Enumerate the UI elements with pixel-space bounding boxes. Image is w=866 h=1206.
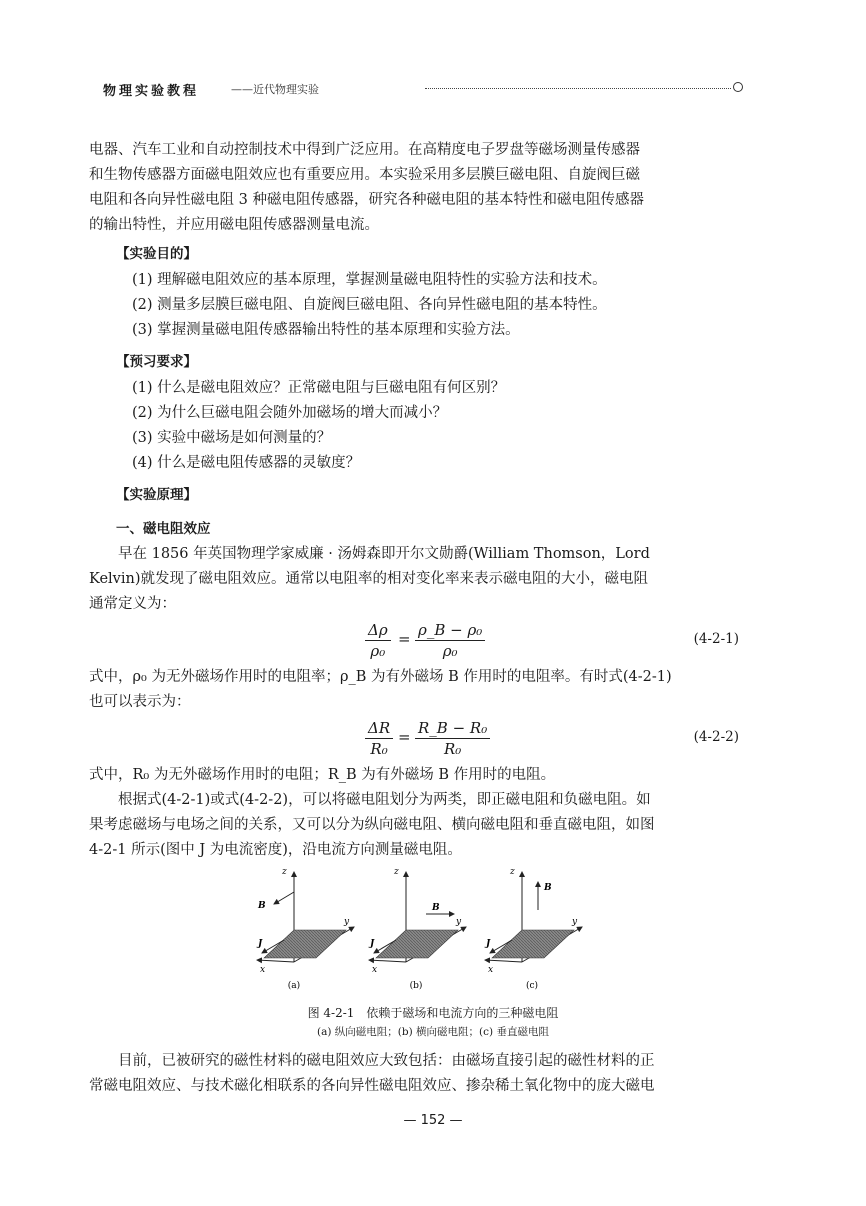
panel-label: (b) xyxy=(409,981,423,991)
eq2-lhs-den: R₀ xyxy=(370,740,388,758)
preview-item: (2) 为什么巨磁电阻会随外加磁场的增大而减小？ xyxy=(132,405,448,421)
header-circle-icon xyxy=(733,82,743,92)
classify-line: 根据式(4-2-1)或式(4-2-2)，可以将磁电阻划分为两类，即正磁电阻和负磁电阻。如 xyxy=(118,792,651,808)
preview-item: (4) 什么是磁电阻传感器的灵敏度？ xyxy=(132,455,361,471)
closing-line: 目前，已被研究的磁性材料的磁电阻效应大致包括：由磁场直接引起的磁性材料的正 xyxy=(118,1053,655,1069)
principle-line: 通常定义为： xyxy=(89,596,176,612)
axis-x-label: x xyxy=(372,965,378,975)
section-principle: 【实验原理】 xyxy=(116,487,197,503)
eq1-rhs xyxy=(415,620,485,661)
subsection-title: 一、磁电阻效应 xyxy=(116,521,211,537)
purpose-item: (1) 理解磁电阻效应的基本原理，掌握测量磁电阻特性的实验方法和技术。 xyxy=(132,272,607,288)
intro-line: 电器、汽车工业和自动控制技术中得到广泛应用。在高精度电子罗盘等磁场测量传感器 xyxy=(89,142,640,158)
purpose-item: (3) 掌握测量磁电阻传感器输出特性的基本原理和实验方法。 xyxy=(132,322,520,338)
label-J: J xyxy=(258,939,263,949)
after-eq1-line: 也可以表示为： xyxy=(89,694,191,710)
book-subtitle: ——近代物理实验 xyxy=(231,83,319,96)
axis-y-label: y xyxy=(572,917,578,927)
axis-z-label: z xyxy=(282,867,287,877)
classify-line: 4-2-1 所示(图中 J 为电流密度)，沿电流方向测量磁电阻。 xyxy=(89,842,462,858)
eq1-rhs-den: ρ₀ xyxy=(442,642,458,660)
principle-line: Kelvin)就发现了磁电阻效应。通常以电阻率的相对变化率来表示磁电阻的大小，磁电阻 xyxy=(89,571,648,587)
label-B: B xyxy=(544,883,552,893)
axis-x-label: x xyxy=(488,965,494,975)
eq1-rhs-num: ρ_B − ρ₀ xyxy=(415,620,485,641)
eq2-rhs-num: R_B − R₀ xyxy=(415,718,490,739)
figure-4-2-1 xyxy=(254,862,614,992)
classify-line: 果考虑磁场与电场之间的关系，又可以分为纵向磁电阻、横向磁电阻和垂直磁电阻，如图 xyxy=(89,817,655,833)
page-number: — 152 — xyxy=(403,1113,463,1128)
section-purpose: 【实验目的】 xyxy=(116,246,197,262)
intro-line: 电阻和各向异性磁电阻 3 种磁电阻传感器，研究各种磁电阻的基本特性和磁电阻传感器 xyxy=(89,192,644,208)
axis-z-label: z xyxy=(394,867,399,877)
panel-label: (c) xyxy=(525,981,539,991)
equation-4-2-1: $\frac{\Delta\rho}{\text{ρ₀}}$ = $\frac{\text{ρ\_B − ρ₀}}{\text{ρ₀}}$ (4-2-1) xyxy=(365,620,745,664)
purpose-item: (2) 测量多层膜巨磁电阻、自旋阀巨磁电阻、各向异性磁电阻的基本特性。 xyxy=(132,297,607,313)
closing-line: 常磁电阻效应、与技术磁化相联系的各向异性磁电阻效应、掺杂稀土氧化物中的庞大磁电 xyxy=(89,1078,655,1094)
running-header xyxy=(103,80,743,100)
book-title: 物理实验教程 xyxy=(103,84,200,99)
axis-x-label: x xyxy=(260,965,266,975)
panel-b xyxy=(368,867,466,991)
equation-4-2-2: $\frac{\Delta R}{\text{R₀}}$ = $\frac{\text{R\_B − R₀}}{\text{R₀}}$ (4-2-2) xyxy=(365,718,745,762)
figure-caption: 图 4-2-1 依赖于磁场和电流方向的三种磁电阻 xyxy=(307,1006,559,1020)
axis-z-label: z xyxy=(510,867,515,877)
label-J: J xyxy=(370,939,375,949)
eq1-lhs-den: ρ₀ xyxy=(370,642,386,660)
intro-line: 和生物传感器方面磁电阻效应也有重要应用。本实验采用多层膜巨磁电阻、自旋阀巨磁 xyxy=(89,167,640,183)
panel-c xyxy=(484,867,582,991)
section-preview: 【预习要求】 xyxy=(116,354,197,370)
eq2-lhs-num: ΔR xyxy=(365,718,393,739)
eq2-label: (4-2-2) xyxy=(693,729,739,745)
after-eq1-line: 式中，ρ₀ 为无外磁场作用时的电阻率；ρ_B 为有外磁场 B 作用时的电阻率。有时式(4-2-1) xyxy=(89,669,672,685)
eq1-lhs-num: Δρ xyxy=(365,620,391,641)
eq2-rhs xyxy=(415,718,490,759)
principle-line: 早在 1856 年英国物理学家威廉 · 汤姆森即开尔文勋爵(William Thomson，Lord xyxy=(118,546,650,562)
axis-y-label: y xyxy=(344,917,350,927)
preview-item: (3) 实验中磁场是如何测量的？ xyxy=(132,430,332,446)
panel-label: (a) xyxy=(287,981,301,991)
intro-line: 的输出特性，并应用磁电阻传感器测量电流。 xyxy=(89,217,379,233)
preview-item: (1) 什么是磁电阻效应？正常磁电阻与巨磁电阻有何区别？ xyxy=(132,380,506,396)
header-leader-dots xyxy=(425,88,731,89)
axis-y-label: y xyxy=(456,917,462,927)
label-B: B xyxy=(432,903,440,913)
label-J: J xyxy=(486,939,491,949)
eq1-lhs xyxy=(365,620,391,661)
panel-a xyxy=(256,867,354,991)
eq2-lhs xyxy=(365,718,393,759)
after-eq2-line: 式中，R₀ 为无外磁场作用时的电阻；R_B 为有外磁场 B 作用时的电阻。 xyxy=(89,767,556,783)
eq2-rhs-den: R₀ xyxy=(443,740,462,758)
label-B: B xyxy=(258,901,266,911)
figure-subcaption: (a) 纵向磁电阻；(b) 横向磁电阻；(c) 垂直磁电阻 xyxy=(317,1026,549,1038)
eq1-label: (4-2-1) xyxy=(693,631,739,647)
